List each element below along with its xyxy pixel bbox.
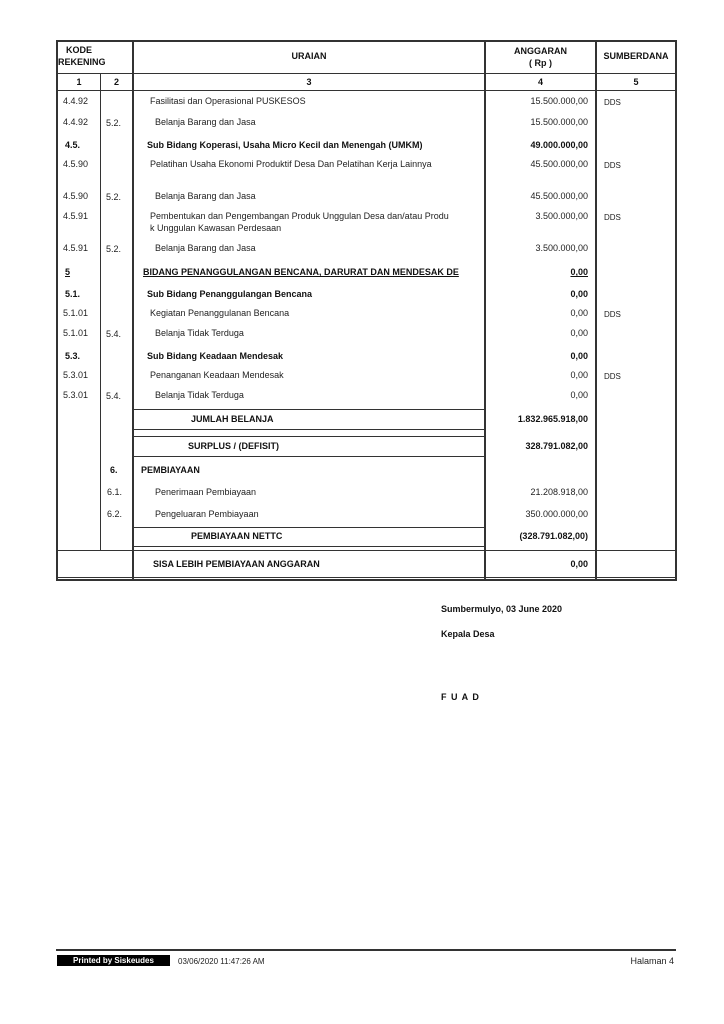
- jumlah-top: [132, 409, 486, 410]
- row-uraian: Pelatihan Usaha Ekonomi Produktif Desa Dan Pelatihan Kerja Lainnya: [150, 159, 432, 169]
- printed-by-badge: Printed by Siskeudes: [57, 955, 170, 966]
- row-anggaran: 0,00: [570, 390, 588, 400]
- row-uraian: Belanja Barang dan Jasa: [155, 117, 256, 127]
- header-anggaran-line1: ANGGARAN: [514, 46, 567, 56]
- row-anggaran: 45.500.000,00: [530, 191, 588, 201]
- row-sumber: DDS: [604, 310, 621, 319]
- border-right: [675, 40, 677, 580]
- row-anggaran: 15.500.000,00: [530, 96, 588, 106]
- row-sumber: DDS: [604, 213, 621, 222]
- netto-bottom: [132, 546, 486, 547]
- row-uraian: Fasilitasi dan Operasional PUSKESOS: [150, 96, 306, 106]
- pembiayaan-item-kode: 6.2.: [107, 509, 123, 519]
- row-anggaran: 45.500.000,00: [530, 159, 588, 169]
- row-anggaran: 0,00: [570, 267, 588, 277]
- border-left: [56, 40, 58, 580]
- print-timestamp: 03/06/2020 11:47:26 AM: [178, 957, 265, 966]
- row-uraian: Sub Bidang Koperasi, Usaha Micro Kecil dan Menengah (UMKM): [147, 140, 423, 150]
- row-sumber: DDS: [604, 98, 621, 107]
- row-uraian: Belanja Barang dan Jasa: [155, 191, 256, 201]
- colnum-2: 2: [113, 77, 119, 87]
- row-kode1: 4.5.: [65, 140, 81, 150]
- row-kode2: 5.2.: [106, 192, 122, 202]
- row-sumber: DDS: [604, 372, 621, 381]
- silpa-bottom-2: [56, 579, 677, 581]
- row-kode2: 5.2.: [106, 244, 122, 254]
- row-uraian: Belanja Tidak Terduga: [155, 328, 244, 338]
- footer-rule: [56, 949, 676, 951]
- header-sumberdana: SUMBERDANA: [603, 51, 669, 61]
- header-kode-line2: REKENING: [58, 57, 106, 67]
- pembiayaan-kode: 6.: [110, 465, 118, 475]
- row-anggaran: 0,00: [570, 370, 588, 380]
- header-divider: [56, 73, 677, 74]
- jumlah-belanja-label: JUMLAH BELANJA: [191, 414, 274, 424]
- row-kode1: 5.1.01: [63, 308, 89, 318]
- colnum-4: 4: [537, 77, 543, 87]
- pembiayaan-item-label: Penerimaan Pembiayaan: [155, 487, 257, 497]
- row-anggaran: 15.500.000,00: [530, 117, 588, 127]
- row-anggaran: 3.500.000,00: [535, 211, 588, 221]
- row-anggaran: 0,00: [570, 289, 588, 299]
- netto-top: [132, 527, 486, 528]
- row-uraian: Sub Bidang Keadaan Mendesak: [147, 351, 284, 361]
- row-kode1: 5: [65, 267, 71, 277]
- colnum-1: 1: [76, 77, 82, 87]
- row-kode1: 5.1.01: [63, 328, 89, 338]
- pembiayaan-item-kode: 6.1.: [107, 487, 123, 497]
- row-sumber: DDS: [604, 161, 621, 170]
- surplus-label: SURPLUS / (DEFISIT): [188, 441, 280, 451]
- silpa-label: SISA LEBIH PEMBIAYAAN ANGGARAN: [153, 559, 320, 569]
- row-kode1: 4.5.91: [63, 243, 89, 253]
- surplus-value: 328.791.082,00: [525, 441, 588, 451]
- colnum-divider: [56, 90, 677, 91]
- header-kode-line1: KODE: [65, 45, 92, 55]
- row-uraian: Belanja Tidak Terduga: [155, 390, 244, 400]
- row-kode1: 5.3.01: [63, 370, 89, 380]
- signature-place-date: Sumbermulyo, 03 June 2020: [441, 604, 563, 614]
- row-kode1: 4.5.90: [63, 191, 89, 201]
- colnum-3: 3: [306, 77, 312, 87]
- jumlah-belanja-value: 1.832.965.918,00: [517, 414, 588, 424]
- row-kode1: 4.4.92: [63, 96, 89, 106]
- row-kode2: 5.4.: [106, 329, 122, 339]
- row-uraian: Pembentukan dan Pengembangan Produk Unggulan Desa dan/atau Produ: [150, 211, 449, 221]
- row-kode1: 4.4.92: [63, 117, 89, 127]
- row-uraian: Sub Bidang Penanggulangan Bencana: [147, 289, 313, 299]
- colnum-5: 5: [633, 77, 639, 87]
- pembiayaan-netto-value: (328.791.082,00): [519, 531, 588, 541]
- row-kode2: 5.2.: [106, 118, 122, 128]
- silpa-top: [56, 550, 677, 551]
- jumlah-bottom: [132, 429, 486, 430]
- row-anggaran: 49.000.000,00: [530, 140, 588, 150]
- row-kode1: 4.5.90: [63, 159, 89, 169]
- pembiayaan-item-value: 350.000.000,00: [525, 509, 588, 519]
- pembiayaan-label: PEMBIAYAAN: [141, 465, 200, 475]
- col2-divider: [132, 40, 134, 580]
- row-anggaran: 0,00: [570, 351, 588, 361]
- pembiayaan-netto-label: PEMBIAYAAN NETTC: [191, 531, 283, 541]
- row-anggaran: 0,00: [570, 308, 588, 318]
- silpa-value: 0,00: [570, 559, 588, 569]
- surplus-bottom: [132, 456, 486, 457]
- page-number: Halaman 4: [630, 956, 674, 966]
- row-anggaran: 0,00: [570, 328, 588, 338]
- row-kode1: 5.1.: [65, 289, 81, 299]
- header-anggaran-line2: ( Rp ): [529, 58, 552, 68]
- signature-name: F U A D: [441, 692, 480, 702]
- header-uraian: URAIAN: [291, 51, 327, 61]
- row-kode1: 5.3.01: [63, 390, 89, 400]
- row-kode1: 4.5.91: [63, 211, 89, 221]
- table-border-top: [56, 40, 677, 42]
- row-uraian: Belanja Barang dan Jasa: [155, 243, 256, 253]
- col1-divider: [100, 73, 101, 551]
- silpa-bottom-1: [56, 577, 677, 578]
- pembiayaan-item-label: Pengeluaran Pembiayaan: [155, 509, 259, 519]
- pembiayaan-item-value: 21.208.918,00: [530, 487, 588, 497]
- surplus-top: [132, 436, 486, 437]
- row-uraian: BIDANG PENANGGULANGAN BENCANA, DARURAT DAN MENDESAK DE: [143, 267, 459, 277]
- row-kode2: 5.4.: [106, 391, 122, 401]
- row-uraian: Penanganan Keadaan Mendesak: [150, 370, 284, 380]
- row-kode1: 5.3.: [65, 351, 81, 361]
- row-anggaran: 3.500.000,00: [535, 243, 588, 253]
- signature-title: Kepala Desa: [441, 629, 495, 639]
- row-uraian-line2: k Unggulan Kawasan Perdesaan: [150, 223, 282, 233]
- row-uraian: Kegiatan Penanggulanan Bencana: [150, 308, 290, 318]
- col4-divider: [595, 40, 597, 580]
